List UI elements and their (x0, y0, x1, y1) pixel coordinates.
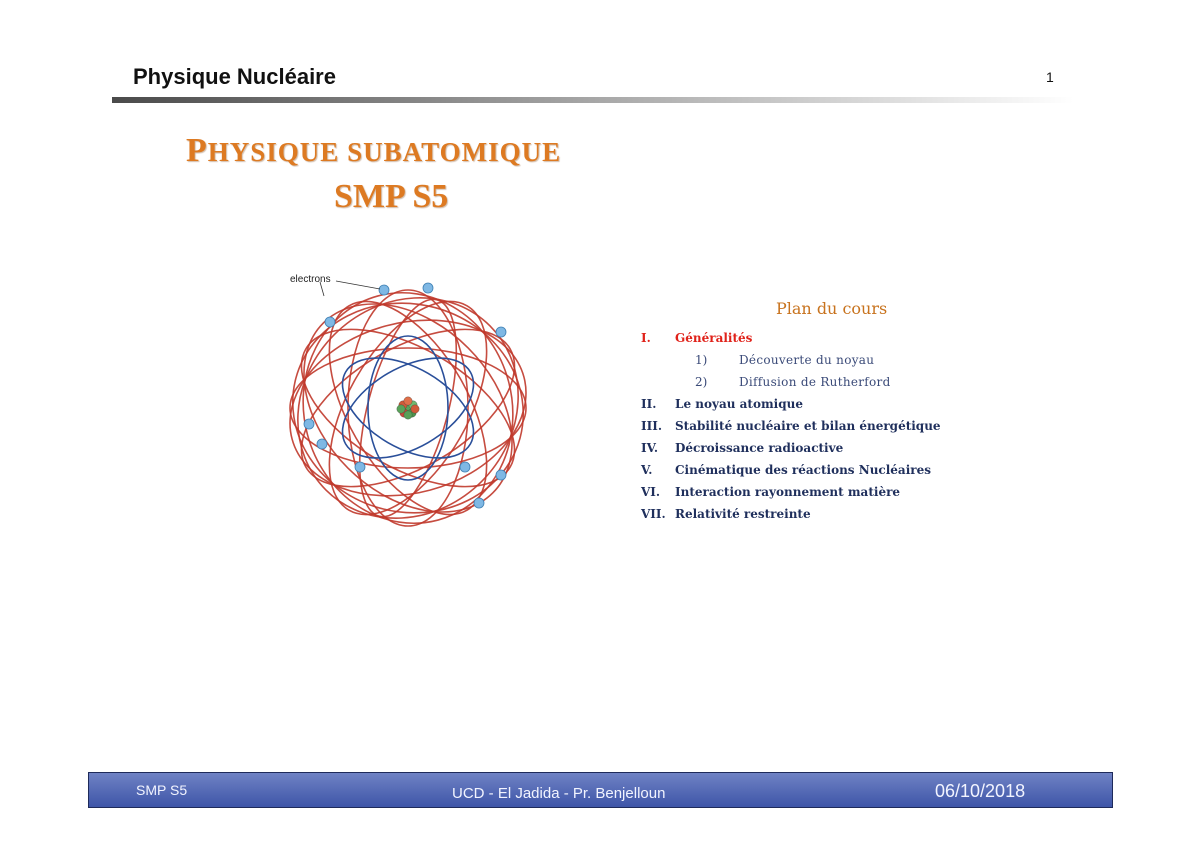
plan-item-relativite (641, 503, 941, 525)
plan-item-text: Le noyau atomique (675, 397, 803, 411)
plan-item-number: 2) (695, 375, 708, 389)
plan-item-noyau (641, 393, 941, 415)
plan-item-number: II. (641, 397, 657, 411)
plan-item-generalites (641, 327, 941, 349)
plan-item-text: Interaction rayonnement matière (675, 485, 901, 499)
plan-list (641, 327, 941, 525)
electron (474, 498, 484, 508)
plan-item-number: VII. (641, 507, 666, 521)
plan-item-cinematique (641, 459, 941, 481)
plan-item-text: Généralités (675, 331, 753, 345)
nucleon (397, 405, 405, 413)
plan-subitem-decouverte (641, 349, 941, 371)
footer-institution: UCD - El Jadida - Pr. Benjelloun (452, 785, 666, 802)
footer-date: 06/10/2018 (935, 781, 1026, 801)
plan-item-text: Relativité restreinte (675, 507, 811, 521)
plan-item-text: Décroissance radioactive (675, 441, 844, 455)
main-title-rest: HYSIQUE SUBATOMIQUE (207, 137, 562, 167)
plan-item-text: Découverte du noyau (739, 353, 875, 367)
plan-item-text: Cinématique des réactions Nucléaires (675, 463, 931, 477)
electron (460, 462, 470, 472)
plan-item-number: VI. (641, 485, 661, 499)
footer-course: SMP S5 (136, 782, 188, 798)
electron (317, 439, 327, 449)
electron (496, 327, 506, 337)
plan-item-number: I. (641, 331, 651, 345)
plan-item-number: 1) (695, 353, 708, 367)
electron (496, 470, 506, 480)
plan-item-text: Diffusion de Rutherford (739, 375, 891, 389)
electron (304, 419, 314, 429)
plan-item-stabilite (641, 415, 941, 437)
header-rule (112, 97, 1074, 103)
header-title: Physique Nucléaire (133, 64, 336, 89)
electrons-label: electrons (290, 274, 331, 285)
nucleon (404, 397, 412, 405)
subtitle: SMP S5 (334, 178, 449, 215)
plan-item-number: IV. (641, 441, 659, 455)
electron (355, 462, 365, 472)
electron (423, 283, 433, 293)
plan-item-text: Stabilité nucléaire et bilan énergétique (675, 419, 941, 433)
plan-item-decroissance (641, 437, 941, 459)
plan-item-interaction (641, 481, 941, 503)
electron (379, 285, 389, 295)
atom-illustration (280, 268, 550, 533)
nucleon (411, 405, 419, 413)
plan-item-number: V. (641, 463, 653, 477)
plan-title: Plan du cours (776, 299, 888, 318)
plan-subitem-diffusion (641, 371, 941, 393)
nucleon (404, 411, 412, 419)
main-title (186, 132, 561, 170)
page-number: 1 (1046, 69, 1054, 85)
main-title-initial: P (186, 132, 208, 169)
plan-item-number: III. (641, 419, 663, 433)
electron (325, 317, 335, 327)
